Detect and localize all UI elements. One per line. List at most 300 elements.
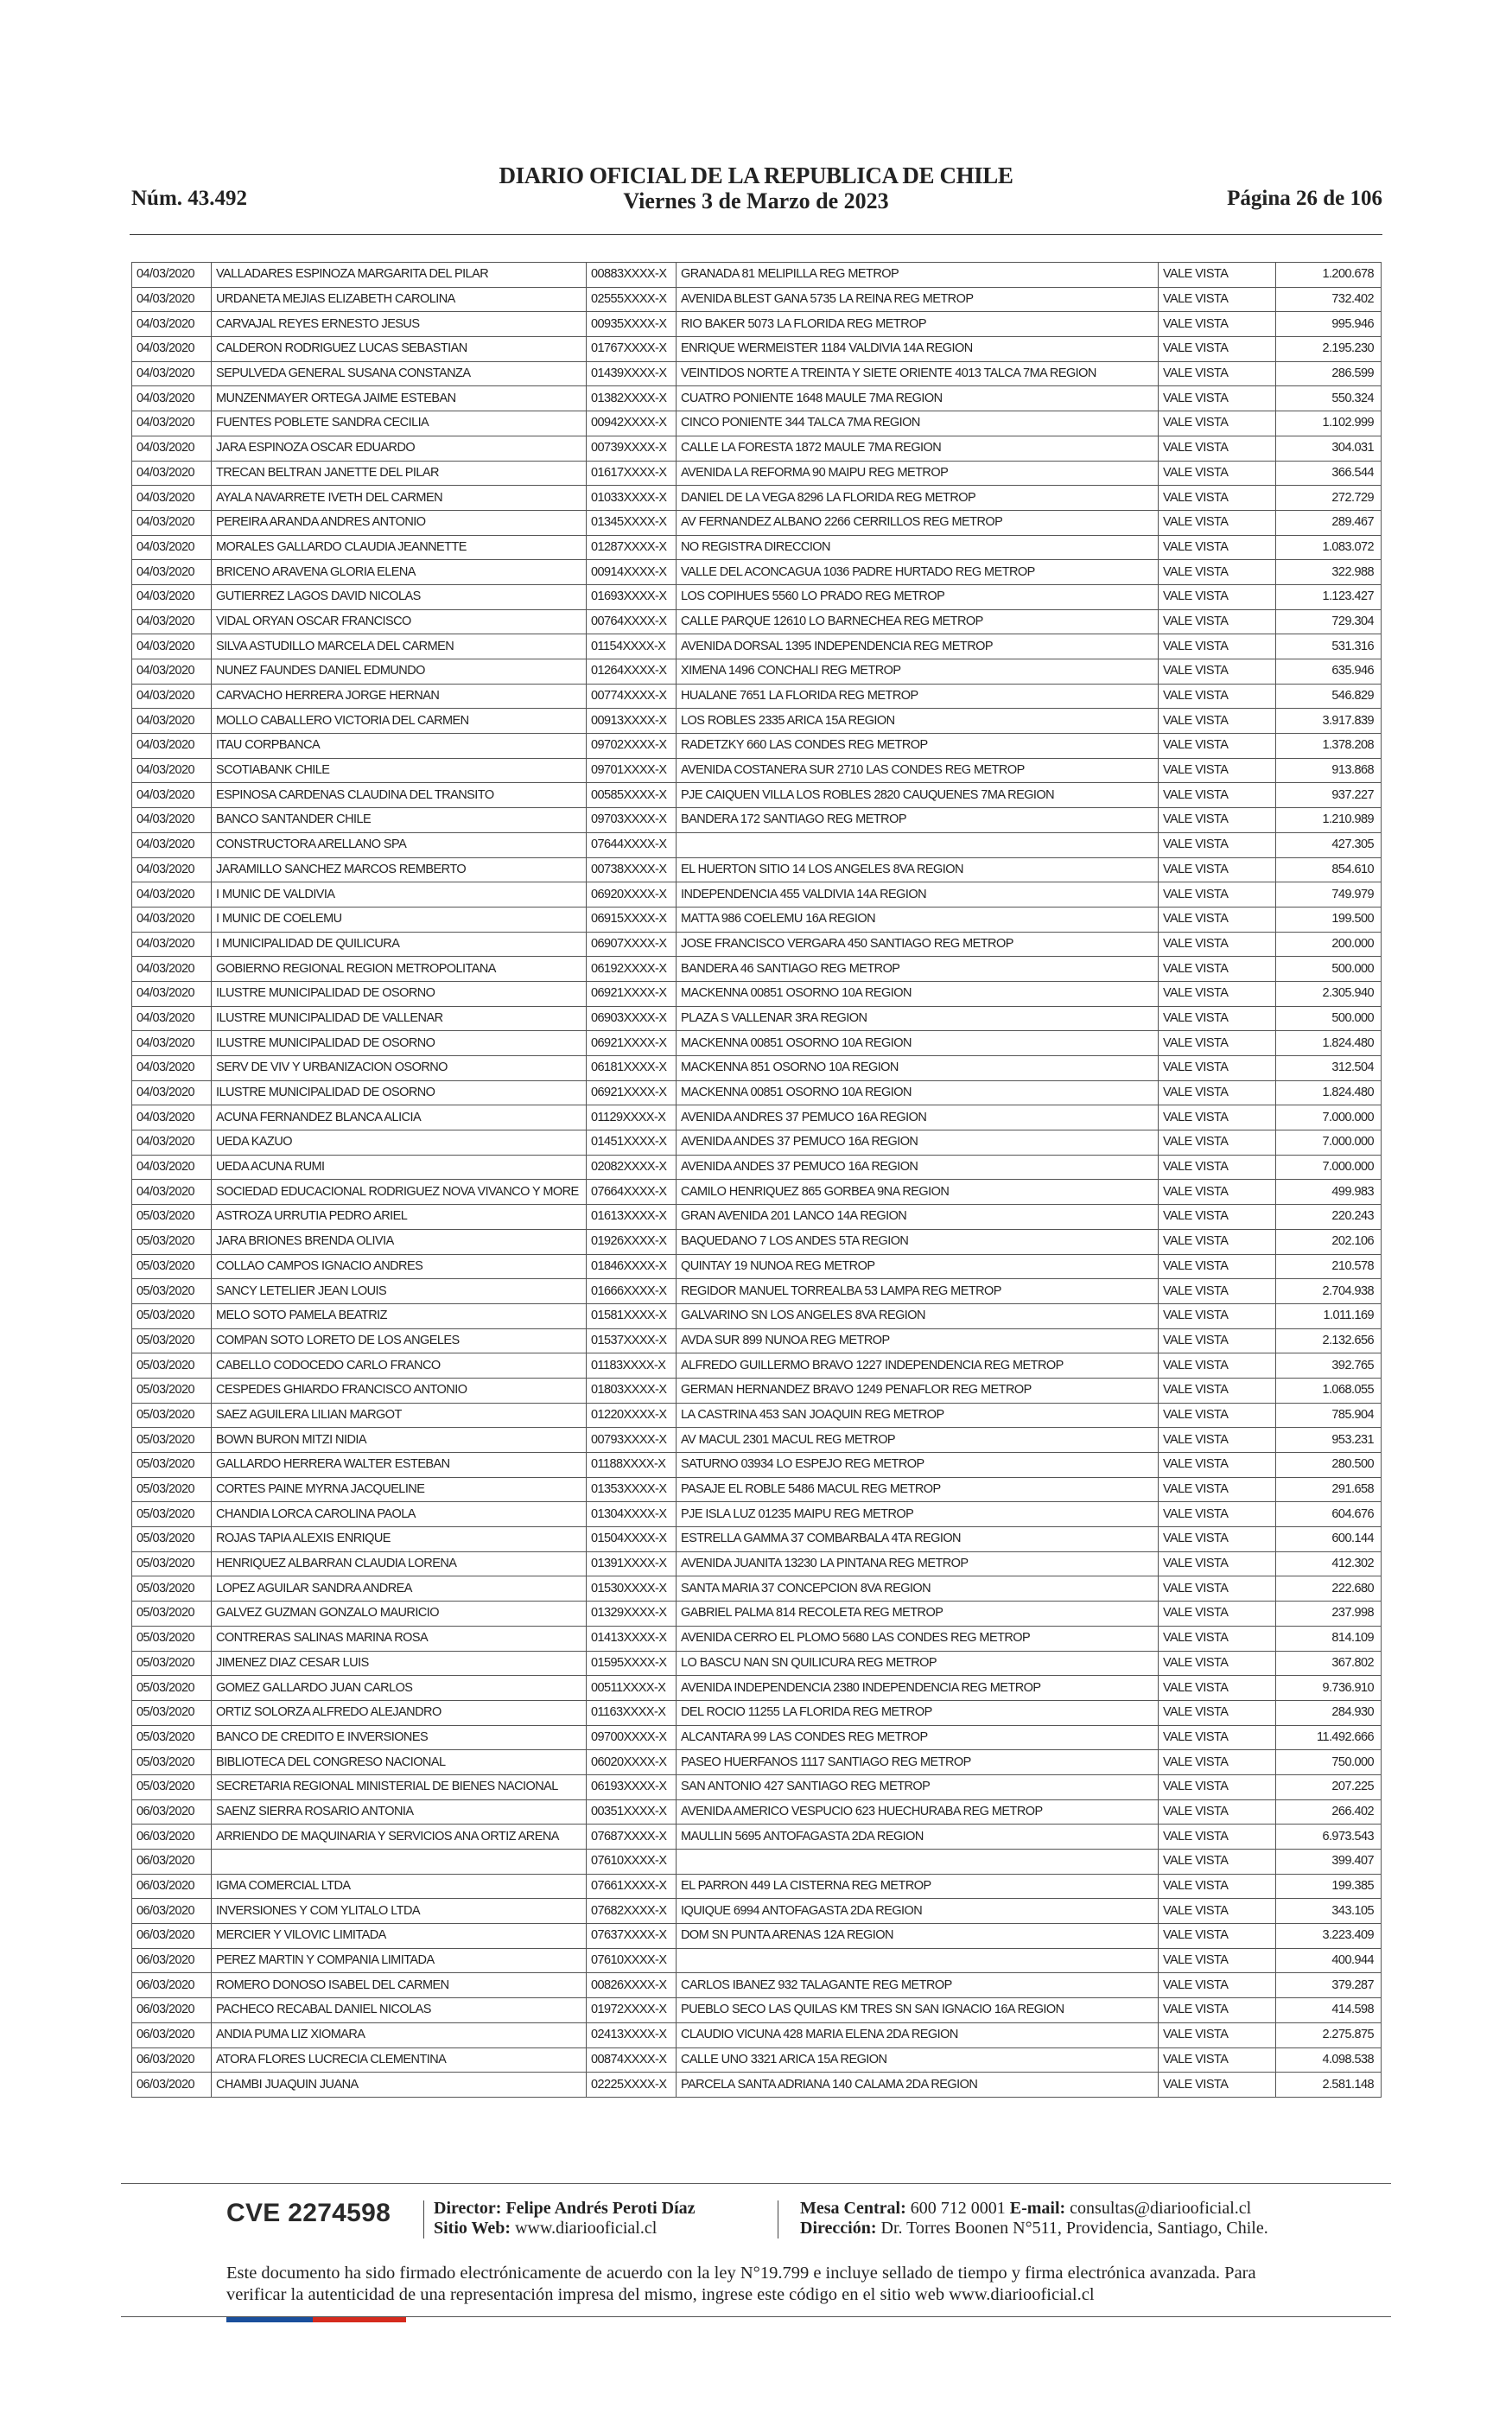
address-cell: AV MACUL 2301 MACUL REG METROP (677, 1428, 1159, 1453)
rut-cell: 07637XXXX-X (587, 1924, 677, 1949)
amount-cell: 1.068.055 (1276, 1378, 1382, 1403)
payment-type-cell: VALE VISTA (1159, 361, 1276, 386)
mesa-label: Mesa Central: (800, 2199, 906, 2218)
name-cell: ITAU CORPBANCA (212, 734, 587, 759)
footer-divider (121, 2183, 1391, 2184)
address-cell: RADETZKY 660 LAS CONDES REG METROP (677, 734, 1159, 759)
payment-type-cell: VALE VISTA (1159, 1428, 1276, 1453)
payment-type-cell: VALE VISTA (1159, 634, 1276, 659)
date-cell: 06/03/2020 (132, 2047, 212, 2073)
table-row (132, 386, 1382, 411)
payment-type-cell: VALE VISTA (1159, 1080, 1276, 1105)
table-row (132, 1527, 1382, 1552)
date-cell: 04/03/2020 (132, 560, 212, 585)
date-cell: 04/03/2020 (132, 386, 212, 411)
table-row (132, 1700, 1382, 1725)
table-row (132, 1031, 1382, 1056)
amount-cell: 7.000.000 (1276, 1105, 1382, 1130)
amount-cell: 814.109 (1276, 1626, 1382, 1651)
amount-cell: 366.544 (1276, 461, 1382, 486)
amount-cell: 284.930 (1276, 1700, 1382, 1725)
amount-cell: 312.504 (1276, 1056, 1382, 1081)
name-cell: GOMEZ GALLARDO JUAN CARLOS (212, 1676, 587, 1701)
address-cell: SANTA MARIA 37 CONCEPCION 8VA REGION (677, 1576, 1159, 1602)
table-row (132, 337, 1382, 362)
rut-cell: 01666XXXX-X (587, 1279, 677, 1304)
payment-type-cell: VALE VISTA (1159, 337, 1276, 362)
payment-type-cell: VALE VISTA (1159, 1874, 1276, 1899)
table-row (132, 1676, 1382, 1701)
address-cell: ESTRELLA GAMMA 37 COMBARBALA 4TA REGION (677, 1527, 1159, 1552)
payment-type-cell: VALE VISTA (1159, 560, 1276, 585)
date-cell: 04/03/2020 (132, 510, 212, 535)
email-label: E-mail: (1009, 2199, 1066, 2218)
name-cell: BANCO DE CREDITO E INVERSIONES (212, 1725, 587, 1750)
table-row (132, 1551, 1382, 1576)
amount-cell: 266.402 (1276, 1799, 1382, 1825)
date-cell: 05/03/2020 (132, 1502, 212, 1527)
address-cell: LO BASCU NAN SN QUILICURA REG METROP (677, 1651, 1159, 1676)
address-cell: ALCANTARA 99 LAS CONDES REG METROP (677, 1725, 1159, 1750)
address-cell: EL HUERTON SITIO 14 LOS ANGELES 8VA REGION (677, 857, 1159, 882)
amount-cell: 500.000 (1276, 957, 1382, 982)
payment-type-cell: VALE VISTA (1159, 461, 1276, 486)
name-cell: VALLADARES ESPINOZA MARGARITA DEL PILAR (212, 263, 587, 288)
amount-cell: 9.736.910 (1276, 1676, 1382, 1701)
amount-cell: 2.132.656 (1276, 1328, 1382, 1353)
address-cell: ALFREDO GUILLERMO BRAVO 1227 INDEPENDENCIA REG METROP (677, 1353, 1159, 1379)
director-line (434, 2199, 696, 2219)
amount-cell: 1.083.072 (1276, 535, 1382, 560)
table-row (132, 1799, 1382, 1825)
web-label: Sitio Web: (434, 2219, 511, 2238)
address-cell: MACKENNA 00851 OSORNO 10A REGION (677, 1031, 1159, 1056)
name-cell: ILUSTRE MUNICIPALIDAD DE OSORNO (212, 1080, 587, 1105)
table-row (132, 634, 1382, 659)
table-row (132, 263, 1382, 288)
table-row (132, 560, 1382, 585)
rut-cell: 01391XXXX-X (587, 1551, 677, 1576)
date-cell: 05/03/2020 (132, 1551, 212, 1576)
cve-code: CVE 2274598 (226, 2199, 391, 2227)
address-cell (677, 1850, 1159, 1875)
date-cell: 05/03/2020 (132, 1676, 212, 1701)
rut-cell: 01353XXXX-X (587, 1477, 677, 1502)
amount-cell: 785.904 (1276, 1403, 1382, 1428)
date-cell: 05/03/2020 (132, 1205, 212, 1230)
payment-type-cell: VALE VISTA (1159, 734, 1276, 759)
payment-type-cell: VALE VISTA (1159, 2073, 1276, 2098)
amount-cell: 3.917.839 (1276, 709, 1382, 734)
web-link[interactable]: www.diariooficial.cl (515, 2219, 658, 2238)
table-row (132, 1576, 1382, 1602)
table-row (132, 734, 1382, 759)
payment-type-cell: VALE VISTA (1159, 486, 1276, 511)
amount-cell: 750.000 (1276, 1750, 1382, 1775)
rut-cell: 01439XXXX-X (587, 361, 677, 386)
payment-type-cell: VALE VISTA (1159, 1303, 1276, 1328)
payment-type-cell: VALE VISTA (1159, 1105, 1276, 1130)
table-row (132, 1205, 1382, 1230)
table-row (132, 1279, 1382, 1304)
name-cell: ESPINOSA CARDENAS CLAUDINA DEL TRANSITO (212, 783, 587, 808)
address-cell: JOSE FRANCISCO VERGARA 450 SANTIAGO REG METROP (677, 932, 1159, 957)
date-cell: 04/03/2020 (132, 734, 212, 759)
date-cell: 04/03/2020 (132, 436, 212, 461)
name-cell: I MUNIC DE COELEMU (212, 907, 587, 932)
address-cell: AVENIDA AMERICO VESPUCIO 623 HUECHURABA REG METROP (677, 1799, 1159, 1825)
name-cell: MORALES GALLARDO CLAUDIA JEANNETTE (212, 535, 587, 560)
payment-type-cell: VALE VISTA (1159, 1948, 1276, 1973)
name-cell: SCOTIABANK CHILE (212, 758, 587, 783)
date-cell: 04/03/2020 (132, 1031, 212, 1056)
name-cell: CABELLO CODOCEDO CARLO FRANCO (212, 1353, 587, 1379)
address-cell: GABRIEL PALMA 814 RECOLETA REG METROP (677, 1602, 1159, 1627)
payment-type-cell: VALE VISTA (1159, 1750, 1276, 1775)
rut-cell: 00774XXXX-X (587, 684, 677, 709)
rut-cell: 02555XXXX-X (587, 287, 677, 312)
date-cell: 04/03/2020 (132, 361, 212, 386)
date-cell: 05/03/2020 (132, 1725, 212, 1750)
date-cell: 06/03/2020 (132, 2073, 212, 2098)
address-cell: MACKENNA 00851 OSORNO 10A REGION (677, 1080, 1159, 1105)
amount-cell: 272.729 (1276, 486, 1382, 511)
payment-type-cell: VALE VISTA (1159, 2022, 1276, 2047)
amount-cell: 550.324 (1276, 386, 1382, 411)
web-line (434, 2219, 696, 2238)
amount-cell: 379.287 (1276, 1973, 1382, 1998)
rut-cell: 06020XXXX-X (587, 1750, 677, 1775)
date-cell: 04/03/2020 (132, 411, 212, 436)
name-cell: CHANDIA LORCA CAROLINA PAOLA (212, 1502, 587, 1527)
payment-type-cell: VALE VISTA (1159, 1229, 1276, 1254)
rut-cell: 00793XXXX-X (587, 1428, 677, 1453)
name-cell: ILUSTRE MUNICIPALIDAD DE OSORNO (212, 1031, 587, 1056)
name-cell: PACHECO RECABAL DANIEL NICOLAS (212, 1998, 587, 2023)
name-cell: MUNZENMAYER ORTEGA JAIME ESTEBAN (212, 386, 587, 411)
publication-title: DIARIO OFICIAL DE LA REPUBLICA DE CHILE (499, 162, 1013, 188)
table-row (132, 1725, 1382, 1750)
name-cell: CORTES PAINE MYRNA JACQUELINE (212, 1477, 587, 1502)
amount-cell: 937.227 (1276, 783, 1382, 808)
table-row (132, 609, 1382, 634)
rut-cell: 01287XXXX-X (587, 535, 677, 560)
amount-cell: 1.102.999 (1276, 411, 1382, 436)
address-cell: INDEPENDENCIA 455 VALDIVIA 14A REGION (677, 882, 1159, 908)
date-cell: 04/03/2020 (132, 1080, 212, 1105)
payment-type-cell: VALE VISTA (1159, 659, 1276, 685)
rut-cell: 01803XXXX-X (587, 1378, 677, 1403)
table-row (132, 1155, 1382, 1180)
rut-cell: 07610XXXX-X (587, 1948, 677, 1973)
address-cell: AVENIDA JUANITA 13230 LA PINTANA REG METROP (677, 1551, 1159, 1576)
name-cell: CALDERON RODRIGUEZ LUCAS SEBASTIAN (212, 337, 587, 362)
name-cell: IGMA COMERCIAL LTDA (212, 1874, 587, 1899)
date-cell: 05/03/2020 (132, 1774, 212, 1799)
amount-cell: 7.000.000 (1276, 1130, 1382, 1156)
payment-type-cell: VALE VISTA (1159, 1502, 1276, 1527)
name-cell: COMPAN SOTO LORETO DE LOS ANGELES (212, 1328, 587, 1353)
rut-cell: 09703XXXX-X (587, 808, 677, 833)
table-row (132, 981, 1382, 1006)
payment-type-cell: VALE VISTA (1159, 783, 1276, 808)
amount-cell: 546.829 (1276, 684, 1382, 709)
address-cell: IQUIQUE 6994 ANTOFAGASTA 2DA REGION (677, 1899, 1159, 1924)
name-cell: URDANETA MEJIAS ELIZABETH CAROLINA (212, 287, 587, 312)
name-cell: SAENZ SIERRA ROSARIO ANTONIA (212, 1799, 587, 1825)
name-cell: I MUNICIPALIDAD DE QUILICURA (212, 932, 587, 957)
date-cell: 04/03/2020 (132, 832, 212, 857)
date-cell: 05/03/2020 (132, 1477, 212, 1502)
name-cell: SOCIEDAD EDUCACIONAL RODRIGUEZ NOVA VIVANCO Y MORE (212, 1180, 587, 1205)
date-cell: 04/03/2020 (132, 1180, 212, 1205)
rut-cell: 00874XXXX-X (587, 2047, 677, 2073)
address-cell: GRANADA 81 MELIPILLA REG METROP (677, 263, 1159, 288)
address-cell: PLAZA S VALLENAR 3RA REGION (677, 1006, 1159, 1031)
rut-cell: 02413XXXX-X (587, 2022, 677, 2047)
date-cell: 06/03/2020 (132, 1948, 212, 1973)
date-cell: 05/03/2020 (132, 1602, 212, 1627)
name-cell: JARAMILLO SANCHEZ MARCOS REMBERTO (212, 857, 587, 882)
rut-cell: 01617XXXX-X (587, 461, 677, 486)
amount-cell: 635.946 (1276, 659, 1382, 685)
rut-cell: 02225XXXX-X (587, 2073, 677, 2098)
name-cell: ACUNA FERNANDEZ BLANCA ALICIA (212, 1105, 587, 1130)
payment-type-cell: VALE VISTA (1159, 1279, 1276, 1304)
rut-cell: 01163XXXX-X (587, 1700, 677, 1725)
payment-type-cell: VALE VISTA (1159, 1700, 1276, 1725)
amount-cell: 854.610 (1276, 857, 1382, 882)
date-cell: 05/03/2020 (132, 1254, 212, 1279)
table-row (132, 1428, 1382, 1453)
rut-cell: 01926XXXX-X (587, 1229, 677, 1254)
name-cell: UEDA KAZUO (212, 1130, 587, 1156)
table-row (132, 461, 1382, 486)
name-cell: NUNEZ FAUNDES DANIEL EDMUNDO (212, 659, 587, 685)
table-row (132, 709, 1382, 734)
address-cell: DANIEL DE LA VEGA 8296 LA FLORIDA REG METROP (677, 486, 1159, 511)
rut-cell: 09701XXXX-X (587, 758, 677, 783)
amount-cell: 732.402 (1276, 287, 1382, 312)
address-cell: CLAUDIO VICUNA 428 MARIA ELENA 2DA REGION (677, 2022, 1159, 2047)
name-cell: CONSTRUCTORA ARELLANO SPA (212, 832, 587, 857)
name-cell (212, 1850, 587, 1875)
name-cell: FUENTES POBLETE SANDRA CECILIA (212, 411, 587, 436)
table-row (132, 1229, 1382, 1254)
date-cell: 04/03/2020 (132, 957, 212, 982)
issue-number: Núm. 43.492 (131, 187, 248, 210)
date-cell: 05/03/2020 (132, 1651, 212, 1676)
address-cell: AVENIDA ANDES 37 PEMUCO 16A REGION (677, 1130, 1159, 1156)
amount-cell: 604.676 (1276, 1502, 1382, 1527)
date-cell: 04/03/2020 (132, 709, 212, 734)
date-cell: 05/03/2020 (132, 1527, 212, 1552)
director-block (434, 2199, 696, 2238)
date-cell: 04/03/2020 (132, 932, 212, 957)
address-cell: HUALANE 7651 LA FLORIDA REG METROP (677, 684, 1159, 709)
date-cell: 04/03/2020 (132, 758, 212, 783)
table-row (132, 808, 1382, 833)
rut-cell: 09702XXXX-X (587, 734, 677, 759)
amount-cell: 200.000 (1276, 932, 1382, 957)
date-cell: 04/03/2020 (132, 263, 212, 288)
date-cell: 05/03/2020 (132, 1700, 212, 1725)
rut-cell: 01693XXXX-X (587, 584, 677, 609)
amount-cell: 343.105 (1276, 1899, 1382, 1924)
name-cell: BANCO SANTANDER CHILE (212, 808, 587, 833)
amount-cell: 237.998 (1276, 1602, 1382, 1627)
address-cell: MACKENNA 00851 OSORNO 10A REGION (677, 981, 1159, 1006)
email-link[interactable]: consultas@diariooficial.cl (1070, 2199, 1252, 2218)
footer-separator (423, 2200, 424, 2238)
amount-cell: 1.378.208 (1276, 734, 1382, 759)
name-cell: SEPULVEDA GENERAL SUSANA CONSTANZA (212, 361, 587, 386)
rut-cell: 06921XXXX-X (587, 981, 677, 1006)
address-cell (677, 832, 1159, 857)
name-cell: SANCY LETELIER JEAN LOUIS (212, 1279, 587, 1304)
payment-type-cell: VALE VISTA (1159, 386, 1276, 411)
address-cell: DEL ROCIO 11255 LA FLORIDA REG METROP (677, 1700, 1159, 1725)
date-cell: 04/03/2020 (132, 907, 212, 932)
date-cell: 06/03/2020 (132, 1973, 212, 1998)
address-cell: SAN ANTONIO 427 SANTIAGO REG METROP (677, 1774, 1159, 1799)
payment-type-cell: VALE VISTA (1159, 411, 1276, 436)
table-row (132, 1056, 1382, 1081)
rut-cell: 01345XXXX-X (587, 510, 677, 535)
name-cell: UEDA ACUNA RUMI (212, 1155, 587, 1180)
table-row (132, 1825, 1382, 1850)
payment-type-cell: VALE VISTA (1159, 709, 1276, 734)
rut-cell: 01451XXXX-X (587, 1130, 677, 1156)
amount-cell: 3.223.409 (1276, 1924, 1382, 1949)
table-row (132, 659, 1382, 685)
name-cell: PEREZ MARTIN Y COMPANIA LIMITADA (212, 1948, 587, 1973)
rut-cell: 00739XXXX-X (587, 436, 677, 461)
rut-cell: 01413XXXX-X (587, 1626, 677, 1651)
rut-cell: 00913XXXX-X (587, 709, 677, 734)
table-row (132, 857, 1382, 882)
date-cell: 05/03/2020 (132, 1403, 212, 1428)
payment-type-cell: VALE VISTA (1159, 312, 1276, 337)
payment-type-cell: VALE VISTA (1159, 1353, 1276, 1379)
name-cell: ATORA FLORES LUCRECIA CLEMENTINA (212, 2047, 587, 2073)
table-row (132, 486, 1382, 511)
rut-cell: 07687XXXX-X (587, 1825, 677, 1850)
amount-cell: 1.011.169 (1276, 1303, 1382, 1328)
address-cell: AVENIDA ANDRES 37 PEMUCO 16A REGION (677, 1105, 1159, 1130)
payment-type-cell: VALE VISTA (1159, 1453, 1276, 1478)
amount-cell: 207.225 (1276, 1774, 1382, 1799)
table-row (132, 1973, 1382, 1998)
address-cell: BANDERA 172 SANTIAGO REG METROP (677, 808, 1159, 833)
rut-cell: 06915XXXX-X (587, 907, 677, 932)
table-row (132, 882, 1382, 908)
date-cell: 05/03/2020 (132, 1229, 212, 1254)
address-cell: VEINTIDOS NORTE A TREINTA Y SIETE ORIENTE 4013 TALCA 7MA REGION (677, 361, 1159, 386)
name-cell: GALLARDO HERRERA WALTER ESTEBAN (212, 1453, 587, 1478)
amount-cell: 729.304 (1276, 609, 1382, 634)
date-cell: 04/03/2020 (132, 634, 212, 659)
table-row (132, 957, 1382, 982)
table-row (132, 510, 1382, 535)
address-cell (677, 1948, 1159, 1973)
name-cell: BIBLIOTECA DEL CONGRESO NACIONAL (212, 1750, 587, 1775)
payment-type-cell: VALE VISTA (1159, 832, 1276, 857)
name-cell: ROJAS TAPIA ALEXIS ENRIQUE (212, 1527, 587, 1552)
rut-cell: 06903XXXX-X (587, 1006, 677, 1031)
date-cell: 04/03/2020 (132, 287, 212, 312)
payment-type-cell: VALE VISTA (1159, 1850, 1276, 1875)
rut-cell: 01154XXXX-X (587, 634, 677, 659)
address-cell: RIO BAKER 5073 LA FLORIDA REG METROP (677, 312, 1159, 337)
address-label: Dirección: (800, 2219, 877, 2238)
name-cell: CHAMBI JUAQUIN JUANA (212, 2073, 587, 2098)
date-cell: 04/03/2020 (132, 684, 212, 709)
date-cell: 04/03/2020 (132, 486, 212, 511)
amount-cell: 392.765 (1276, 1353, 1382, 1379)
date-cell: 05/03/2020 (132, 1328, 212, 1353)
amount-cell: 1.824.480 (1276, 1080, 1382, 1105)
name-cell: JARA ESPINOZA OSCAR EDUARDO (212, 436, 587, 461)
name-cell: SECRETARIA REGIONAL MINISTERIAL DE BIENES NACIONAL (212, 1774, 587, 1799)
date-cell: 04/03/2020 (132, 1006, 212, 1031)
payment-type-cell: VALE VISTA (1159, 1527, 1276, 1552)
table-row (132, 1874, 1382, 1899)
table-row (132, 1378, 1382, 1403)
rut-cell: 01033XXXX-X (587, 486, 677, 511)
name-cell: ILUSTRE MUNICIPALIDAD DE OSORNO (212, 981, 587, 1006)
date-cell: 05/03/2020 (132, 1303, 212, 1328)
payment-type-cell: VALE VISTA (1159, 1205, 1276, 1230)
address-cell: CALLE UNO 3321 ARICA 15A REGION (677, 2047, 1159, 2073)
amount-cell: 400.944 (1276, 1948, 1382, 1973)
address-cell: CINCO PONIENTE 344 TALCA 7MA REGION (677, 411, 1159, 436)
name-cell: JIMENEZ DIAZ CESAR LUIS (212, 1651, 587, 1676)
amount-cell: 913.868 (1276, 758, 1382, 783)
payment-type-cell: VALE VISTA (1159, 1602, 1276, 1627)
table-row (132, 287, 1382, 312)
rut-cell: 01530XXXX-X (587, 1576, 677, 1602)
rut-cell: 00883XXXX-X (587, 263, 677, 288)
name-cell: GUTIERREZ LAGOS DAVID NICOLAS (212, 584, 587, 609)
date-cell: 05/03/2020 (132, 1378, 212, 1403)
payment-type-cell: VALE VISTA (1159, 1328, 1276, 1353)
payment-type-cell: VALE VISTA (1159, 263, 1276, 288)
amount-cell: 210.578 (1276, 1254, 1382, 1279)
amount-cell: 412.302 (1276, 1551, 1382, 1576)
amount-cell: 499.983 (1276, 1180, 1382, 1205)
address-cell: ENRIQUE WERMEISTER 1184 VALDIVIA 14A REGION (677, 337, 1159, 362)
date-cell: 06/03/2020 (132, 1799, 212, 1825)
table-row (132, 535, 1382, 560)
amount-cell: 414.598 (1276, 1998, 1382, 2023)
table-row (132, 684, 1382, 709)
date-cell: 04/03/2020 (132, 659, 212, 685)
payment-type-cell: VALE VISTA (1159, 1825, 1276, 1850)
date-cell: 05/03/2020 (132, 1279, 212, 1304)
date-cell: 06/03/2020 (132, 1899, 212, 1924)
amount-cell: 367.802 (1276, 1651, 1382, 1676)
table-row (132, 411, 1382, 436)
address-cell: XIMENA 1496 CONCHALI REG METROP (677, 659, 1159, 685)
address-cell: LOS COPIHUES 5560 LO PRADO REG METROP (677, 584, 1159, 609)
rut-cell: 01537XXXX-X (587, 1328, 677, 1353)
name-cell: ILUSTRE MUNICIPALIDAD DE VALLENAR (212, 1006, 587, 1031)
name-cell: MERCIER Y VILOVIC LIMITADA (212, 1924, 587, 1949)
address-cell: PUEBLO SECO LAS QUILAS KM TRES SN SAN IGNACIO 16A REGION (677, 1998, 1159, 2023)
amount-cell: 280.500 (1276, 1453, 1382, 1478)
name-cell: ASTROZA URRUTIA PEDRO ARIEL (212, 1205, 587, 1230)
